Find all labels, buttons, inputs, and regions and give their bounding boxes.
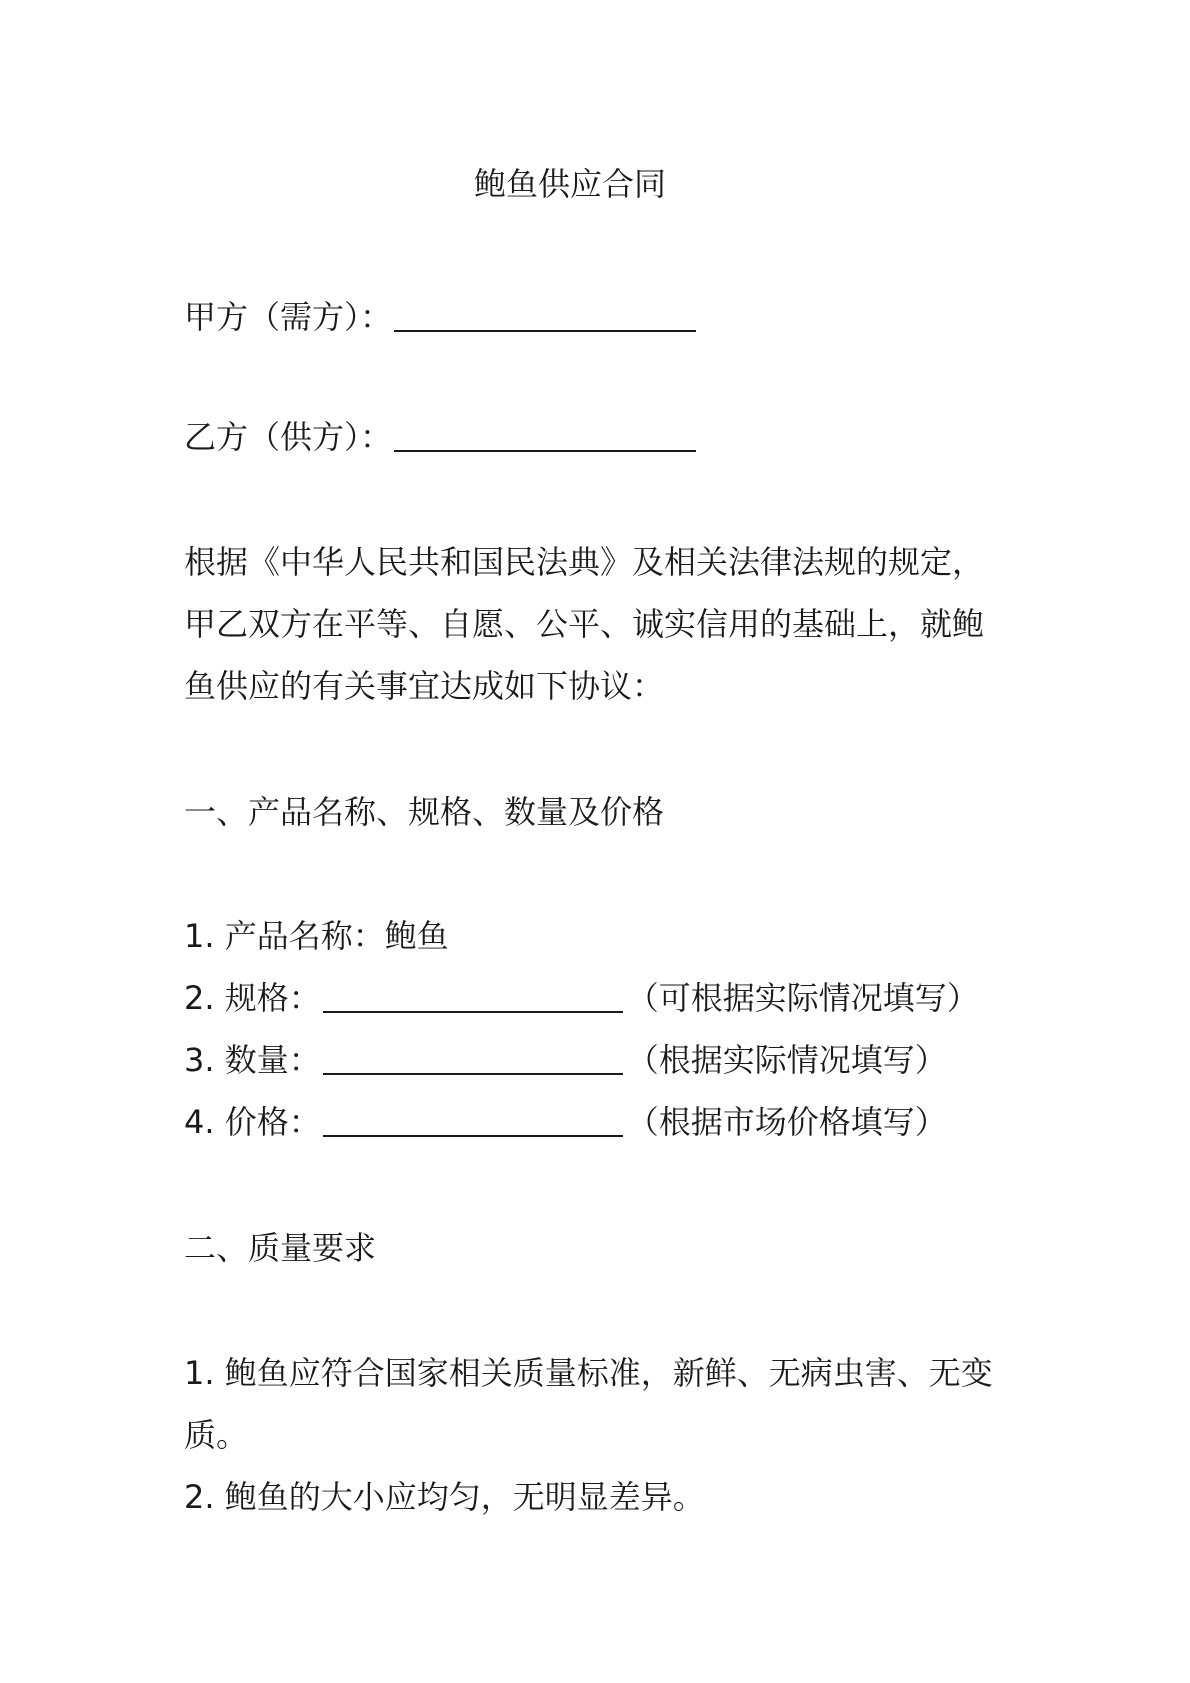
item-1-product-name: 1. 产品名称：鲍鱼 (184, 917, 449, 955)
section-2-heading: 二、质量要求 (184, 1229, 377, 1267)
preamble-line-2: 甲乙双方在平等、自愿、公平、诚实信用的基础上，就鲍 (184, 605, 985, 643)
item-4-label: 4. 价格： (184, 1103, 321, 1141)
item-2-spec (184, 979, 979, 1017)
party-a-blank (394, 330, 696, 332)
item-2-blank (323, 1011, 623, 1013)
item-2-note: （可根据实际情况填写） (626, 979, 979, 1017)
party-a-line (184, 298, 696, 336)
preamble-line-1: 根据《中华人民共和国民法典》及相关法律法规的规定， (184, 543, 985, 581)
party-b-line (184, 418, 696, 456)
quality-1-line-1: 1. 鲍鱼应符合国家相关质量标准，新鲜、无病虫害、无变 (184, 1354, 993, 1392)
party-b-blank (394, 450, 696, 452)
item-3-label: 3. 数量： (184, 1041, 321, 1079)
item-3-note: （根据实际情况填写） (626, 1041, 947, 1079)
item-3-quantity (184, 1041, 947, 1079)
item-2-label: 2. 规格： (184, 979, 321, 1017)
item-4-price (184, 1103, 947, 1141)
item-4-blank (323, 1135, 623, 1137)
item-4-note: （根据市场价格填写） (626, 1103, 947, 1141)
party-a-label: 甲方（需方）： (184, 298, 393, 336)
section-1-heading: 一、产品名称、规格、数量及价格 (184, 793, 665, 831)
item-3-blank (323, 1073, 623, 1075)
preamble-line-3: 鱼供应的有关事宜达成如下协议： (184, 667, 665, 705)
quality-1-line-2: 质。 (184, 1416, 249, 1454)
party-b-label: 乙方（供方）： (184, 418, 393, 456)
document-title: 鲍鱼供应合同 (473, 165, 666, 203)
quality-2: 2. 鲍鱼的大小应均匀，无明显差异。 (184, 1478, 705, 1516)
